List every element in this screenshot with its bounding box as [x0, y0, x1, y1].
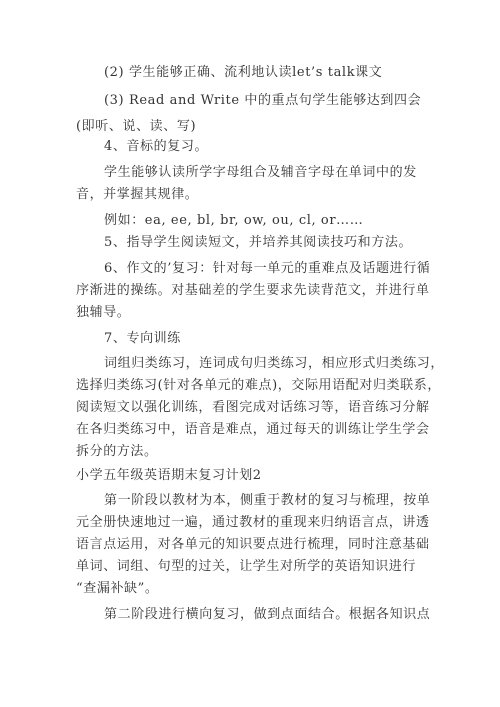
section-6-line-2: 序渐进的操练。对基础差的学生要求先读背范文，并进行单 — [76, 283, 430, 298]
stage-1-line-1: 第一阶段以教材为本，侧重于教材的复习与梳理，按单 — [104, 493, 431, 508]
stage-1-line-3: 语言点运用，对各单元的知识要点进行梳理，同时注意基础 — [76, 537, 430, 552]
item-3-line-2: (即听、说、读、写) — [76, 119, 197, 134]
plan-2-title: 小学五年级英语期末复习计划2 — [76, 468, 262, 483]
section-7-line-2: 选择归类练习(针对各单元的难点)，交际用语配对归类联系， — [76, 378, 441, 393]
section-6-line-1: 6、作文的’复习：针对每一单元的重难点及话题进行循 — [104, 261, 431, 276]
stage-2-line-1: 第二阶段进行横向复习，做到点面结合。根据各知识点 — [104, 607, 431, 622]
section-7-line-5: 拆分的方法。 — [76, 444, 158, 459]
section-4-para-line-1: 学生能够认读所学字母组合及辅音字母在单词中的发 — [104, 165, 417, 180]
section-6-line-3: 独辅导。 — [76, 305, 131, 320]
stage-1-line-2: 元全册快速地过一遍，通过教材的重现来归纳语言点，讲透 — [76, 515, 430, 530]
section-4-para-line-2: 音，并掌握其规律。 — [76, 187, 199, 202]
example-line: 例如：ea, ee, bl, br, ow, ou, cl, or…… — [104, 213, 364, 228]
item-3-line-1: (3) Read and Write 中的重点句学生能够达到四会 — [104, 93, 422, 108]
item-2-line: (2) 学生能够正确、流利地认读let’s talk课文 — [104, 65, 383, 80]
section-7-heading: 7、专向训练 — [104, 331, 181, 346]
stage-1-line-4: 单词、词组、句型的过关，让学生对所学的英语知识进行 — [76, 559, 417, 574]
section-7-line-1: 词组归类练习，连词成句归类练习，相应形式归类练习， — [104, 356, 445, 371]
section-4-heading: 4、音标的复习。 — [104, 139, 209, 154]
section-7-line-3: 阅读短文以强化训练，看图完成对话练习等，语音练习分解 — [76, 400, 430, 415]
stage-1-line-5: “查漏补缺”。 — [76, 581, 159, 596]
section-5-heading: 5、指导学生阅读短文，并培养其阅读技巧和方法。 — [104, 235, 413, 250]
section-7-line-4: 在各归类练习中，语音是难点，通过每天的训练让学生学会 — [76, 422, 430, 437]
